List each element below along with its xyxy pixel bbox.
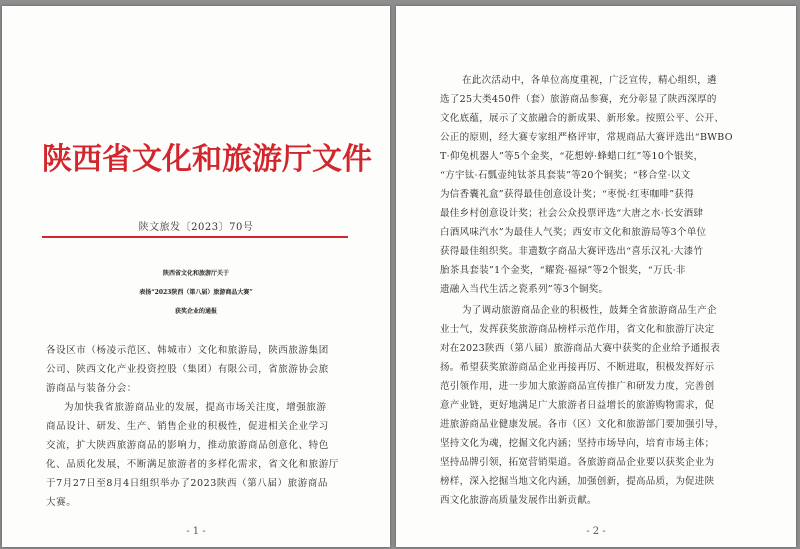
body-line: 坚持文化为魂，挖掘文化内涵；坚持市场导向，培育市场主体； xyxy=(440,438,715,449)
document-header-title: 陕西省文化和旅游厅文件 xyxy=(42,142,372,177)
body-line: “方宇钛·石瓢壶纯钛茶具套装”等20个铜奖；“移合堂·以文 xyxy=(440,170,691,181)
header-red-rule xyxy=(42,236,348,238)
body-line: 交流，扩大陕西旅游商品的影响力，推动旅游商品创意化、特色 xyxy=(46,440,329,451)
body-line: 公司、陕西文化产业投资控股（集团）有限公司，省旅游协会旅 xyxy=(46,364,329,375)
body-line: 大赛。 xyxy=(46,497,77,508)
body-line: 为了调动旅游商品企业的积极性，鼓舞全省旅游商品生产企 xyxy=(462,305,717,316)
body-line: 文化底蕴，展示了文旅融合的新成果、新形象。按照公平、公开、 xyxy=(440,113,725,124)
body-line: 于7月27日至8月4日组织举办了2023陕西（第八届）旅游商品 xyxy=(46,478,328,489)
body-line: 各设区市（杨凌示范区、韩城市）文化和旅游局，陕西旅游集团 xyxy=(46,345,329,356)
body-line: 扬。希望获奖旅游商品企业再接再厉、不断进取，积极发挥好示 xyxy=(440,362,715,373)
body-line: 获得最佳组织奖。非遗数字商品大赛评选出“喜乐汉礼·大漆竹 xyxy=(440,246,704,257)
page-number: - 1 - xyxy=(186,526,206,537)
body-line: 化、品质化发展，不断满足旅游者的多样化需求，省文化和旅游厅 xyxy=(46,459,339,470)
body-line: T·仰兔机器人”等5个金奖，“花想婷·蜂蜡口红”等10个银奖， xyxy=(440,151,704,162)
body-line: 为加快我省旅游商品业的发展，提高市场关注度，增强旅游 xyxy=(64,402,327,413)
body-line: 为信香囊礼盒”获得最佳创意设计奖；“枣悦·红枣咖啡”获得 xyxy=(440,189,694,200)
body-line: 榜样，深入挖掘当地文化内涵，加强创新，提高品质，为促进陕 xyxy=(440,476,715,487)
body-line: 最佳乡村创意设计奖；社会公众投票评选“大唐之水·长安酒肆 xyxy=(440,208,704,219)
page-number: - 2 - xyxy=(586,526,606,537)
body-line: 对在2023陕西（第八届）旅游商品大赛中获奖的企业给予通报表 xyxy=(440,343,721,354)
notice-title-line-2: 表扬“2023陕西（第八届）旅游商品大赛” xyxy=(139,289,253,296)
body-line: 商品设计、研发、生产、销售企业的积极性，促进相关企业学习 xyxy=(46,421,329,432)
body-line: 坚持品牌引领，拓宽营销渠道。各旅游商品企业要以获奖企业为 xyxy=(440,457,715,468)
body-line: 公正的原则，经大赛专家组严格评审，常规商品大赛评选出“BWBO xyxy=(440,132,733,143)
body-line: 胎茶具套装”1个金奖，“耀瓷·福禄”等2个银奖，“万氏·非 xyxy=(440,265,686,276)
document-number: 陕文旅发〔2023〕70号 xyxy=(138,222,254,233)
body-line: 在此次活动中，各单位高度重视，广泛宣传，精心组织，遴 xyxy=(462,75,717,86)
body-line: 意产业链，更好地满足广大旅游者日益增长的旅游购物需求，促 xyxy=(440,400,715,411)
notice-title-line-1: 陕西省文化和旅游厅关于 xyxy=(162,270,229,277)
body-line: 范引领作用，进一步加大旅游商品宣传推广和研发力度，完善创 xyxy=(440,381,715,392)
document-page-1 xyxy=(2,6,390,547)
body-line: 西文化旅游高质量发展作出新贡献。 xyxy=(440,495,597,506)
body-line: 遗融入当代生活之瓷系列”等3个铜奖。 xyxy=(440,284,609,295)
notice-title-line-3: 获奖企业的通报 xyxy=(174,308,217,315)
body-line: 选了25大类450件（套）旅游商品参赛，充分彰显了陕西深厚的 xyxy=(440,94,717,105)
body-line: 白酒风味汽水”为最佳人气奖；西安市文化和旅游局等3个单位 xyxy=(440,227,707,238)
body-line: 游商品与装备分会： xyxy=(46,383,137,394)
body-line: 业士气，发挥获奖旅游商品榜样示范作用，省文化和旅游厅决定 xyxy=(440,324,715,335)
body-line: 进旅游商品业健康发展。各市（区）文化和旅游部门要加强引导， xyxy=(440,419,725,430)
document-page-2 xyxy=(396,6,796,547)
